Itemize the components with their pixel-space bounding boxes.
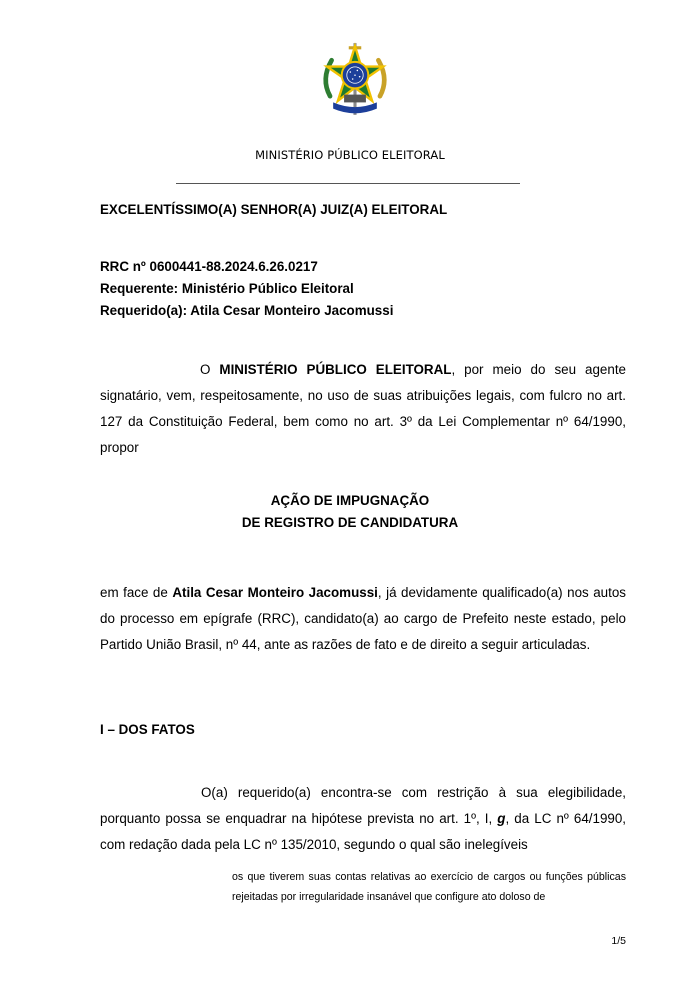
intro-paragraph [100, 357, 626, 461]
addressee: EXCELENTÍSSIMO(A) SENHOR(A) JUIZ(A) ELEITORAL [100, 202, 448, 217]
face-name: Atila Cesar Monteiro Jacomussi [172, 585, 378, 600]
header-divider [176, 183, 520, 184]
fatos-paragraph [100, 780, 626, 858]
intro-lead: O [200, 362, 220, 377]
section-heading-fatos: I – DOS FATOS [100, 722, 195, 737]
action-title-line2: DE REGISTRO DE CANDIDATURA [241, 515, 459, 530]
institution-header: MINISTÉRIO PÚBLICO ELEITORAL [255, 148, 445, 162]
face-rest: , já devidamente qualificado(a) nos autos do processo em epígrafe (RRC), candidato(a) ao cargo de Prefeito neste estado, pelo Partido União Brasil, nº 44, ante as razões de fato e de direito a seguir articuladas. [100, 585, 626, 652]
coat-of-arms-icon [316, 40, 394, 118]
face-lead: em face de [100, 585, 173, 600]
fatos-letter-g: g [497, 811, 506, 826]
case-requerido: Requerido(a): Atila Cesar Monteiro Jacomussi [100, 303, 394, 318]
page-number: 1/5 [611, 935, 626, 947]
fatos-text-a: O(a) requerido(a) encontra-se com restrição à sua elegibilidade, porquanto possa se enquadrar na hipótese prevista no art. 1º, I, [100, 785, 626, 826]
legal-quote: os que tiverem suas contas relativas ao exercício de cargos ou funções públicas rejeitadas por irregularidade insanável que configure ato doloso de [232, 871, 626, 903]
fatos-text-b: , da LC nº 64/1990, com redação dada pela LC nº 135/2010, segundo o qual são inelegíveis [100, 811, 627, 852]
case-rrc-number: RRC nº 0600441-88.2024.6.26.0217 [100, 259, 318, 274]
action-title-line1: AÇÃO DE IMPUGNAÇÃO [270, 493, 430, 508]
intro-entity: MINISTÉRIO PÚBLICO ELEITORAL [219, 362, 452, 377]
face-paragraph [100, 580, 626, 658]
case-requerente: Requerente: Ministério Público Eleitoral [100, 281, 354, 296]
intro-rest: , por meio do seu agente signatário, vem, respeitosamente, no uso de suas atribuições legais, com fulcro no art. 127 da Constituição Federal, bem como no art. 3º da Lei Complementar nº 64/1990, propor [100, 362, 626, 455]
